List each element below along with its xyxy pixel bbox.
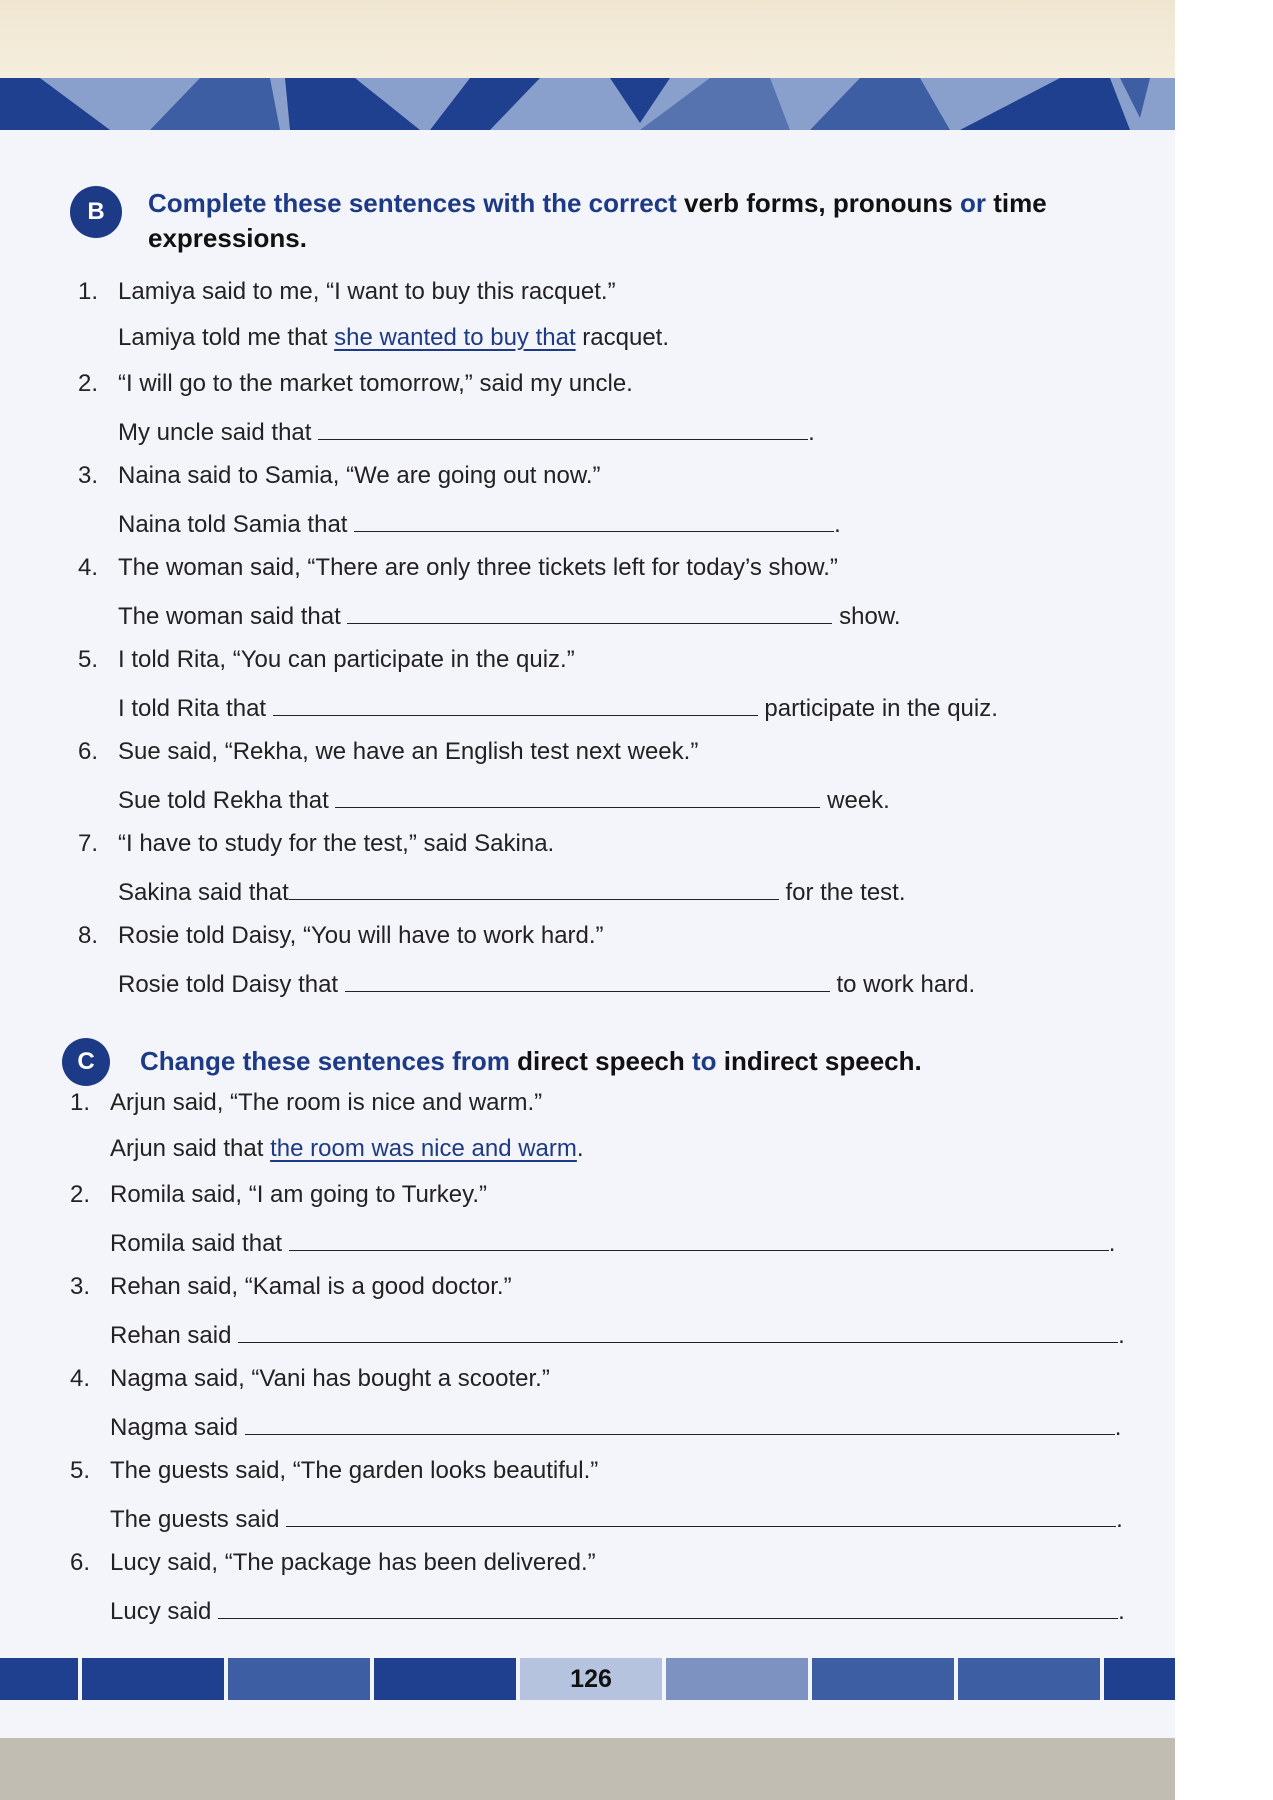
sentence-start: The guests said [110, 1506, 287, 1533]
sentence-start: Lamiya told me that [118, 324, 335, 351]
reported-speech-line [118, 967, 975, 1000]
section-c-badge: C [62, 1038, 110, 1086]
section-c-instructions: Change these sentences from direct speech to indirect speech. [140, 1046, 922, 1076]
item-number: 7. [78, 830, 99, 857]
triangle-banner [0, 78, 1175, 130]
answer-blank[interactable] [289, 875, 779, 900]
sentence-end: . [808, 419, 815, 446]
sentence-start: The woman said that [118, 603, 348, 630]
item-number: 2. [78, 370, 99, 397]
direct-speech-sentence: Romila said, “I am going to Turkey.” [110, 1181, 488, 1208]
page-footer-bar [0, 1658, 1175, 1700]
answer-text: the room was nice and warm [270, 1135, 577, 1162]
scan-top-edge [0, 0, 1175, 78]
answer-blank[interactable] [286, 1502, 1116, 1527]
sentence-start: Sakina said that [118, 879, 289, 906]
answer-blank[interactable] [273, 691, 758, 716]
reported-speech-line [118, 875, 906, 908]
sentence-end: . [834, 511, 841, 538]
answer-blank[interactable] [347, 599, 832, 624]
reported-speech-line [118, 415, 815, 448]
scan-bottom-edge [0, 1738, 1175, 1800]
sentence-end: . [1108, 1230, 1116, 1257]
sentence-end: . [1118, 1322, 1125, 1349]
item-number: 4. [78, 554, 99, 581]
answer-text: she wanted to buy that [334, 324, 576, 351]
reported-speech-line [110, 1134, 584, 1164]
sentence-start: Rosie told Daisy that [118, 971, 345, 998]
item-number: 6. [78, 738, 99, 765]
sentence-end: to work hard. [829, 971, 976, 998]
section-b-instructions: Complete these sentences with the correct verb forms, pronouns or time expressions. [148, 188, 1047, 253]
section-c-heading [62, 1038, 922, 1086]
reported-speech-line [110, 1410, 1121, 1443]
section-b-heading [70, 186, 1048, 256]
item-number: 5. [78, 646, 99, 673]
direct-speech-sentence: The woman said, “There are only three tickets left for today’s show.” [118, 554, 838, 581]
sentence-start: Sue told Rekha that [118, 787, 336, 814]
answer-blank[interactable] [354, 507, 834, 532]
direct-speech-sentence: Nagma said, “Vani has bought a scooter.” [110, 1365, 550, 1392]
direct-speech-sentence: Naina said to Samia, “We are going out now.” [118, 462, 601, 489]
sentence-start: My uncle said that [118, 419, 319, 446]
sentence-start: Arjun said that [110, 1135, 271, 1162]
direct-speech-sentence: The guests said, “The garden looks beautiful.” [110, 1457, 599, 1484]
sentence-end: week. [820, 787, 890, 814]
direct-speech-sentence: “I have to study for the test,” said Sakina. [118, 830, 555, 857]
reported-speech-line [118, 323, 669, 353]
reported-speech-line [118, 783, 890, 816]
direct-speech-sentence: Rehan said, “Kamal is a good doctor.” [110, 1273, 512, 1300]
direct-speech-sentence: Arjun said, “The room is nice and warm.” [110, 1089, 543, 1116]
sentence-end: . [1114, 1414, 1122, 1441]
reported-speech-line [110, 1318, 1125, 1351]
sentence-end: . [576, 1135, 584, 1162]
item-number: 5. [70, 1457, 91, 1484]
direct-speech-sentence: Lamiya said to me, “I want to buy this racquet.” [118, 278, 616, 305]
item-number: 1. [70, 1089, 91, 1116]
sentence-end: participate in the quiz. [757, 695, 998, 722]
answer-blank[interactable] [218, 1594, 1118, 1619]
answer-blank[interactable] [245, 1410, 1115, 1435]
sentence-start: Romila said that [110, 1230, 289, 1257]
answer-blank[interactable] [335, 783, 820, 808]
direct-speech-sentence: “I will go to the market tomorrow,” said my uncle. [118, 370, 633, 397]
answer-blank[interactable] [289, 1226, 1109, 1251]
sentence-end: . [1116, 1506, 1123, 1533]
item-number: 3. [70, 1273, 91, 1300]
sentence-end: . [1118, 1598, 1125, 1625]
reported-speech-line [118, 507, 841, 540]
reported-speech-line [110, 1594, 1125, 1627]
sentence-start: Lucy said [110, 1598, 219, 1625]
direct-speech-sentence: I told Rita, “You can participate in the quiz.” [118, 646, 575, 673]
answer-blank[interactable] [318, 415, 808, 440]
sentence-start: I told Rita that [118, 695, 273, 722]
section-b-badge: B [70, 186, 122, 238]
item-number: 1. [78, 278, 99, 305]
sentence-end: show. [832, 603, 901, 630]
item-number: 8. [78, 922, 99, 949]
sentence-start: Naina told Samia that [118, 511, 355, 538]
direct-speech-sentence: Lucy said, “The package has been delivered.” [110, 1549, 596, 1576]
direct-speech-sentence: Sue said, “Rekha, we have an English test next week.” [118, 738, 699, 765]
reported-speech-line [110, 1502, 1123, 1535]
sentence-start: Nagma said [110, 1414, 245, 1441]
answer-blank[interactable] [238, 1318, 1118, 1343]
reported-speech-line [118, 691, 998, 724]
sentence-start: Rehan said [110, 1322, 239, 1349]
reported-speech-line [110, 1226, 1115, 1259]
answer-blank[interactable] [345, 967, 830, 992]
item-number: 4. [70, 1365, 91, 1392]
page-number: 126 [520, 1658, 662, 1700]
direct-speech-sentence: Rosie told Daisy, “You will have to work hard.” [118, 922, 604, 949]
item-number: 3. [78, 462, 99, 489]
reported-speech-line [118, 599, 901, 632]
sentence-end: for the test. [778, 879, 906, 906]
item-number: 6. [70, 1549, 91, 1576]
sentence-end: racquet. [575, 324, 669, 351]
item-number: 2. [70, 1181, 91, 1208]
